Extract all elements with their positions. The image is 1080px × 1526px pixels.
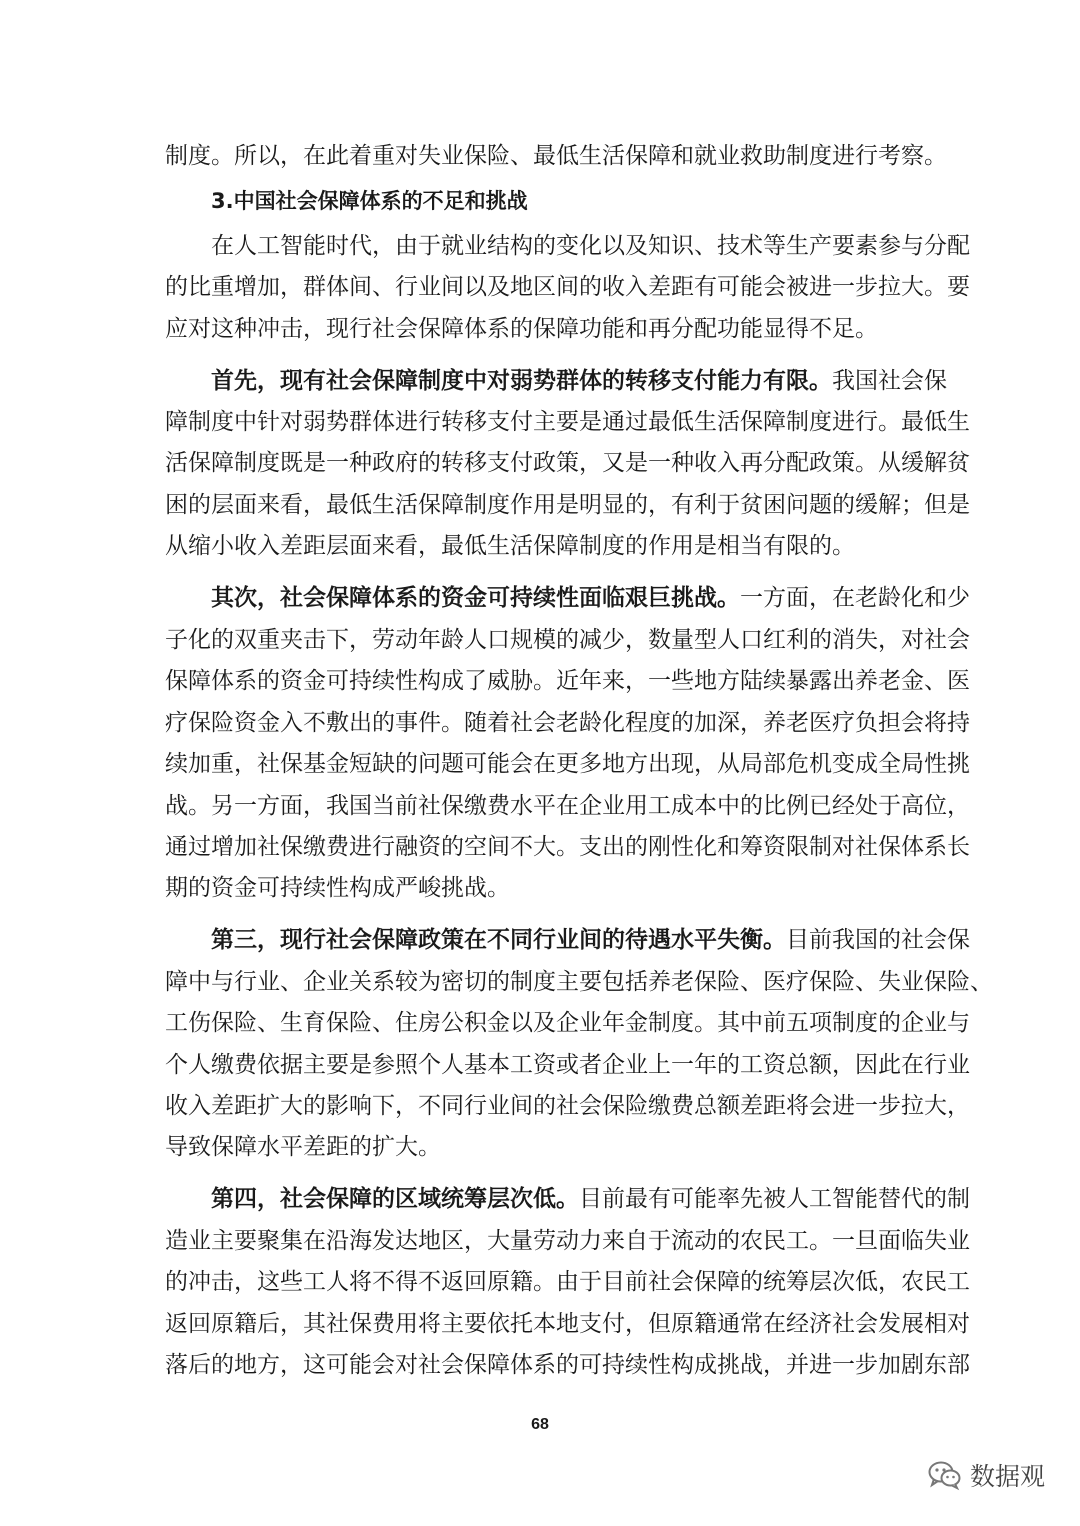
- text-line: 保障体系的资金可持续性构成了威胁。近年来，一些地方陆续暴露出养老金、医: [165, 668, 970, 694]
- text-line: [165, 924, 970, 956]
- text-line: 续加重，社保基金短缺的问题可能会在更多地方出现，从局部危机变成全局性挑: [165, 751, 970, 777]
- text-line: [165, 365, 947, 397]
- text-line: 子化的双重夹击下，劳动年龄人口规模的减少，数量型人口红利的消失，对社会: [165, 627, 970, 653]
- text-line: 在人工智能时代，由于就业结构的变化以及知识、技术等生产要素参与分配: [211, 233, 970, 259]
- text-line: 应对这种冲击，现行社会保障体系的保障功能和再分配功能显得不足。: [165, 316, 878, 342]
- text-line: 导致保障水平差距的扩大。: [165, 1134, 441, 1160]
- text-line: 落后的地方，这可能会对社会保障体系的可持续性构成挑战，并进一步加剧东部: [165, 1352, 970, 1378]
- text-line: [165, 582, 970, 614]
- page-number: 68: [531, 1416, 549, 1433]
- text-line: 活保障制度既是一种政府的转移支付政策，又是一种收入再分配政策。从缓解贫: [165, 450, 970, 476]
- watermark: [928, 1455, 1045, 1495]
- text-line: 战。另一方面，我国当前社保缴费水平在企业用工成本中的比例已经处于高位，: [165, 793, 970, 819]
- text-line: 个人缴费依据主要是参照个人基本工资或者企业上一年的工资总额，因此在行业: [165, 1052, 970, 1078]
- text-line: 从缩小收入差距层面来看，最低生活保障制度的作用是相当有限的。: [165, 533, 855, 559]
- text-line: 通过增加社保缴费进行融资的空间不大。支出的刚性化和筹资限制对社保体系长: [165, 834, 970, 860]
- paragraph-lead: 第四，社会保障的区域统筹层次低。: [211, 1185, 579, 1212]
- section-heading: 3.中国社会保障体系的不足和挑战: [211, 189, 528, 213]
- text-line: 困的层面来看，最低生活保障制度作用是明显的，有利于贫困问题的缓解；但是: [165, 492, 970, 518]
- paragraph-text: 我国社会保: [832, 368, 947, 394]
- paragraph-lead: 首先，现有社会保障制度中对弱势群体的转移支付能力有限。: [211, 367, 832, 394]
- text-line: 期的资金可持续性构成严峻挑战。: [165, 875, 510, 901]
- text-line: 返回原籍后，其社保费用将主要依托本地支付，但原籍通常在经济社会发展相对: [165, 1311, 970, 1337]
- text-line: 制度。所以，在此着重对失业保险、最低生活保障和就业救助制度进行考察。: [165, 143, 947, 169]
- text-line: 障中与行业、企业关系较为密切的制度主要包括养老保险、医疗保险、失业保险、: [165, 969, 993, 995]
- text-line: 的冲击，这些工人将不得不返回原籍。由于目前社会保障的统筹层次低，农民工: [165, 1269, 970, 1295]
- text-line: 的比重增加，群体间、行业间以及地区间的收入差距有可能会被进一步拉大。要: [165, 274, 970, 300]
- text-line: 收入差距扩大的影响下，不同行业间的社会保险缴费总额差距将会进一步拉大，: [165, 1093, 970, 1119]
- text-line: 疗保险资金入不敷出的事件。随着社会老龄化程度的加深，养老医疗负担会将持: [165, 710, 970, 736]
- watermark-text: 数据观: [970, 1462, 1046, 1491]
- paragraph-text: 目前我国的社会保: [786, 927, 970, 953]
- text-line: [165, 1183, 970, 1215]
- paragraph-lead: 其次，社会保障体系的资金可持续性面临艰巨挑战。: [211, 584, 740, 611]
- text-line: 工伤保险、生育保险、住房公积金以及企业年金制度。其中前五项制度的企业与: [165, 1010, 970, 1036]
- paragraph-text: 目前最有可能率先被人工智能替代的制: [579, 1186, 970, 1212]
- wechat-icon: [928, 1460, 962, 1490]
- paragraph-text: 一方面，在老龄化和少: [740, 585, 970, 611]
- text-line: 造业主要聚集在沿海发达地区，大量劳动力来自于流动的农民工。一旦面临失业: [165, 1228, 970, 1254]
- paragraph-lead: 第三，现行社会保障政策在不同行业间的待遇水平失衡。: [211, 926, 786, 953]
- text-line: 障制度中针对弱势群体进行转移支付主要是通过最低生活保障制度进行。最低生: [165, 409, 970, 435]
